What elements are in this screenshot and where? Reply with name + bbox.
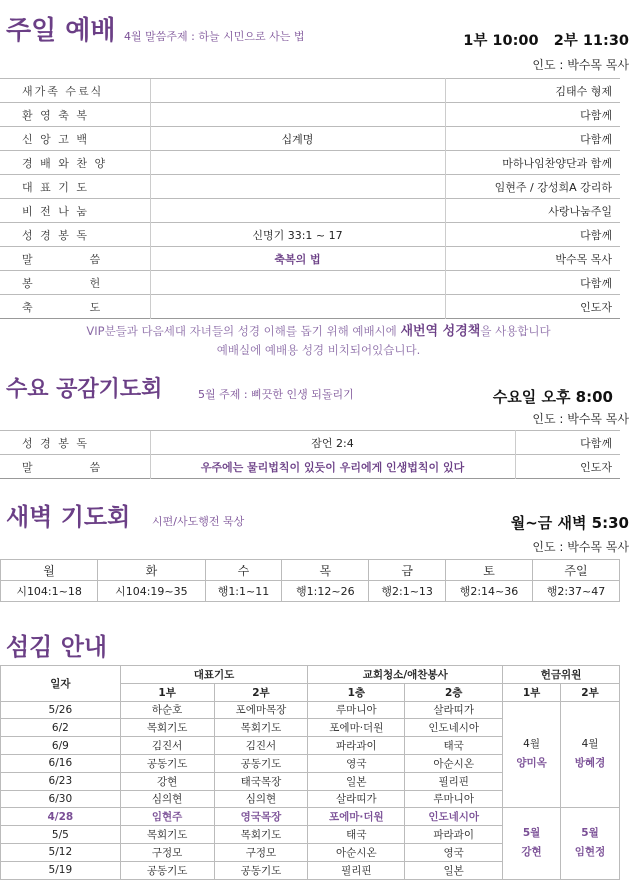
order-item-label: 말 씀 — [0, 455, 150, 479]
sunday-order-table — [0, 78, 620, 319]
order-item-content — [150, 151, 445, 175]
order-row — [0, 127, 620, 151]
wednesday-time: 수요일 오후 8:00 — [492, 388, 613, 406]
order-row — [0, 151, 620, 175]
order-row — [0, 431, 620, 455]
duty-cell-p1: 목회기도 — [120, 719, 214, 737]
order-item-label: 새가족 수료식 — [0, 79, 150, 103]
duty-cell-f1: 일본 — [308, 772, 405, 790]
header-offering-1bu: 1부 — [503, 683, 561, 701]
order-item-content — [150, 103, 445, 127]
duty-cell-p1: 공동기도 — [120, 754, 214, 772]
header-prayer: 대표기도 — [120, 666, 308, 684]
duty-cell-f2: 루마니아 — [405, 790, 503, 808]
order-item-content: 잠언 2:4 — [150, 431, 515, 455]
duty-cell-p2: 영국목장 — [214, 808, 308, 826]
offering-month: 5월 — [522, 827, 541, 840]
duty-cell-p1: 목회기도 — [120, 826, 214, 844]
day-reading: 행2:14~36 — [446, 581, 533, 602]
wednesday-theme: 5월 주제 : 삐끗한 인생 되돌리기 — [198, 388, 354, 401]
duty-cell-f1: 필리핀 — [308, 861, 405, 879]
duty-cell-date: 6/9 — [1, 737, 121, 755]
duty-cell-f1: 포에마·더원 — [308, 808, 405, 826]
day-reading: 행1:12~26 — [282, 581, 369, 602]
order-item-content — [150, 295, 445, 319]
offering-month: 5월 — [581, 827, 599, 840]
order-item-content — [150, 79, 445, 103]
order-row — [0, 199, 620, 223]
header-offering: 헌금위원 — [503, 666, 620, 684]
duty-cell-f1: 영국 — [308, 754, 405, 772]
order-item-content: 축복의 법 — [150, 247, 445, 271]
dawn-title: 새벽 기도회 — [6, 503, 131, 531]
offering-person: 양미옥 — [516, 757, 547, 770]
dawn-schedule-table — [0, 559, 620, 602]
duty-cell-p1: 하순호 — [120, 701, 214, 719]
duty-cell-p1: 김진서 — [120, 737, 214, 755]
order-row — [0, 455, 620, 479]
order-row — [0, 79, 620, 103]
order-item-label: 신 앙 고 백 — [0, 127, 150, 151]
note-highlight: 새번역 성경책 — [400, 324, 481, 339]
order-item-leader: 임현주 / 강성희A 강리하 — [445, 175, 620, 199]
order-item-content: 우주에는 물리법칙이 있듯이 우리에게 인생법칙이 있다 — [150, 455, 515, 479]
duty-cell-f1: 태국 — [308, 826, 405, 844]
order-item-label: 비 전 나 눔 — [0, 199, 150, 223]
header-floor-2: 2층 — [405, 683, 503, 701]
duty-row — [1, 701, 620, 719]
duty-cell-date: 6/2 — [1, 719, 121, 737]
header-date: 일자 — [1, 666, 121, 702]
duty-cell-f1: 파라과이 — [308, 737, 405, 755]
order-item-content: 신명기 33:1 ~ 17 — [150, 223, 445, 247]
duty-cell-p1: 공동기도 — [120, 861, 214, 879]
offering-cell-2 — [561, 701, 620, 808]
duty-cell-f2: 아순시온 — [405, 754, 503, 772]
note-text: VIP분들과 다음세대 자녀들의 성경 이해를 돕기 위해 예배시에 — [86, 324, 401, 338]
order-item-leader: 다함께 — [515, 431, 620, 455]
sunday-bible-note — [0, 320, 637, 339]
day-header: 토 — [446, 560, 533, 581]
wednesday-preacher: 인도 : 박수목 목사 — [532, 412, 629, 426]
sunday-time: 1부 10:00 2부 11:30 — [463, 33, 629, 49]
order-item-content: 십계명 — [150, 127, 445, 151]
duty-cell-p1: 심의현 — [120, 790, 214, 808]
wednesday-order-table — [0, 430, 620, 479]
duty-cell-date: 5/19 — [1, 861, 121, 879]
order-row — [0, 223, 620, 247]
day-header: 화 — [98, 560, 205, 581]
duty-cell-f1: 포에마·더원 — [308, 719, 405, 737]
offering-cell-2 — [561, 808, 620, 879]
duty-cell-f2: 필리핀 — [405, 772, 503, 790]
order-item-label: 대 표 기 도 — [0, 175, 150, 199]
sunday-theme: 4월 말씀주제 : 하늘 시민으로 사는 법 — [124, 30, 305, 43]
dawn-preacher: 인도 : 박수목 목사 — [532, 540, 629, 554]
duty-cell-f2: 파라과이 — [405, 826, 503, 844]
duty-cell-p1: 구정모 — [120, 843, 214, 861]
duty-cell-p2: 포에마목장 — [214, 701, 308, 719]
order-item-leader: 다함께 — [445, 127, 620, 151]
dawn-theme: 시편/사도행전 묵상 — [152, 515, 245, 528]
day-header: 수 — [205, 560, 282, 581]
duty-cell-date: 6/23 — [1, 772, 121, 790]
duty-cell-f1: 살라띠가 — [308, 790, 405, 808]
wednesday-title: 수요 공감기도회 — [6, 377, 163, 402]
day-reading: 행2:37~47 — [532, 581, 619, 602]
dawn-time: 월~금 새벽 5:30 — [510, 514, 629, 532]
order-item-label: 성 경 봉 독 — [0, 431, 150, 455]
note-text-end: 을 사용합니다 — [480, 324, 551, 338]
header-prayer-1bu: 1부 — [120, 683, 214, 701]
offering-month: 4월 — [581, 738, 599, 751]
sunday-bible-note-2: 예배실에 예배용 성경 비치되어있습니다. — [216, 343, 421, 357]
duty-cell-p2: 목회기도 — [214, 719, 308, 737]
order-item-leader: 다함께 — [445, 103, 620, 127]
duty-title: 섬김 안내 — [6, 633, 108, 661]
header-cleaning: 교회청소/애찬봉사 — [308, 666, 503, 684]
duty-cell-date: 6/16 — [1, 754, 121, 772]
order-item-label: 환 영 축 복 — [0, 103, 150, 127]
header-offering-2bu: 2부 — [561, 683, 620, 701]
order-row — [0, 103, 620, 127]
duty-cell-p2: 공동기도 — [214, 861, 308, 879]
order-item-leader: 다함께 — [445, 223, 620, 247]
offering-person: 방혜경 — [574, 757, 606, 770]
duty-cell-f2: 일본 — [405, 861, 503, 879]
day-reading: 시104:19~35 — [98, 581, 205, 602]
order-row — [0, 175, 620, 199]
order-item-leader: 인도자 — [445, 295, 620, 319]
duty-cell-f1: 루마니아 — [308, 701, 405, 719]
duty-cell-p1: 임현주 — [120, 808, 214, 826]
duty-cell-f2: 살라띠가 — [405, 701, 503, 719]
day-reading: 행1:1~11 — [205, 581, 282, 602]
order-item-leader: 김태수 형제 — [445, 79, 620, 103]
order-row — [0, 247, 620, 271]
header-floor-1: 1층 — [308, 683, 405, 701]
duty-table — [0, 665, 620, 880]
duty-cell-date: 6/30 — [1, 790, 121, 808]
day-header: 목 — [282, 560, 369, 581]
order-row — [0, 271, 620, 295]
duty-cell-p2: 목회기도 — [214, 826, 308, 844]
order-item-label: 말 씀 — [0, 247, 150, 271]
order-item-leader: 인도자 — [515, 455, 620, 479]
duty-cell-f2: 인도네시아 — [405, 719, 503, 737]
order-item-label: 성 경 봉 독 — [0, 223, 150, 247]
duty-cell-p2: 김진서 — [214, 737, 308, 755]
duty-cell-p2: 태국목장 — [214, 772, 308, 790]
day-header: 주일 — [532, 560, 619, 581]
duty-cell-p1: 강현 — [120, 772, 214, 790]
day-header: 금 — [369, 560, 446, 581]
order-item-leader: 사랑나눔주일 — [445, 199, 620, 223]
order-item-content — [150, 271, 445, 295]
duty-cell-f2: 태국 — [405, 737, 503, 755]
duty-cell-f1: 아순시온 — [308, 843, 405, 861]
offering-person: 강현 — [521, 846, 542, 859]
duty-cell-p2: 구정모 — [214, 843, 308, 861]
order-item-label: 경 배 와 찬 양 — [0, 151, 150, 175]
duty-row — [1, 808, 620, 826]
order-item-leader: 다함께 — [445, 271, 620, 295]
order-item-leader: 마하나임찬양단과 함께 — [445, 151, 620, 175]
offering-cell-1 — [503, 808, 561, 879]
duty-cell-p2: 공동기도 — [214, 754, 308, 772]
offering-person: 임현정 — [574, 846, 606, 859]
day-reading: 시104:1~18 — [1, 581, 98, 602]
order-item-label: 봉 헌 — [0, 271, 150, 295]
duty-cell-f2: 인도네시아 — [405, 808, 503, 826]
duty-cell-p2: 심의현 — [214, 790, 308, 808]
day-header: 월 — [1, 560, 98, 581]
sunday-title: 주일 예배 — [6, 16, 116, 46]
duty-cell-f2: 영국 — [405, 843, 503, 861]
header-prayer-2bu: 2부 — [214, 683, 308, 701]
order-item-label: 축 도 — [0, 295, 150, 319]
duty-cell-date: 5/26 — [1, 701, 121, 719]
day-reading: 행2:1~13 — [369, 581, 446, 602]
duty-cell-date: 5/12 — [1, 843, 121, 861]
duty-cell-date: 5/5 — [1, 826, 121, 844]
order-item-leader: 박수목 목사 — [445, 247, 620, 271]
duty-cell-date: 4/28 — [1, 808, 121, 826]
order-row — [0, 295, 620, 319]
order-item-content — [150, 175, 445, 199]
sunday-preacher: 인도 : 박수목 목사 — [532, 58, 629, 72]
offering-cell-1 — [503, 701, 561, 808]
offering-month: 4월 — [523, 738, 540, 751]
order-item-content — [150, 199, 445, 223]
